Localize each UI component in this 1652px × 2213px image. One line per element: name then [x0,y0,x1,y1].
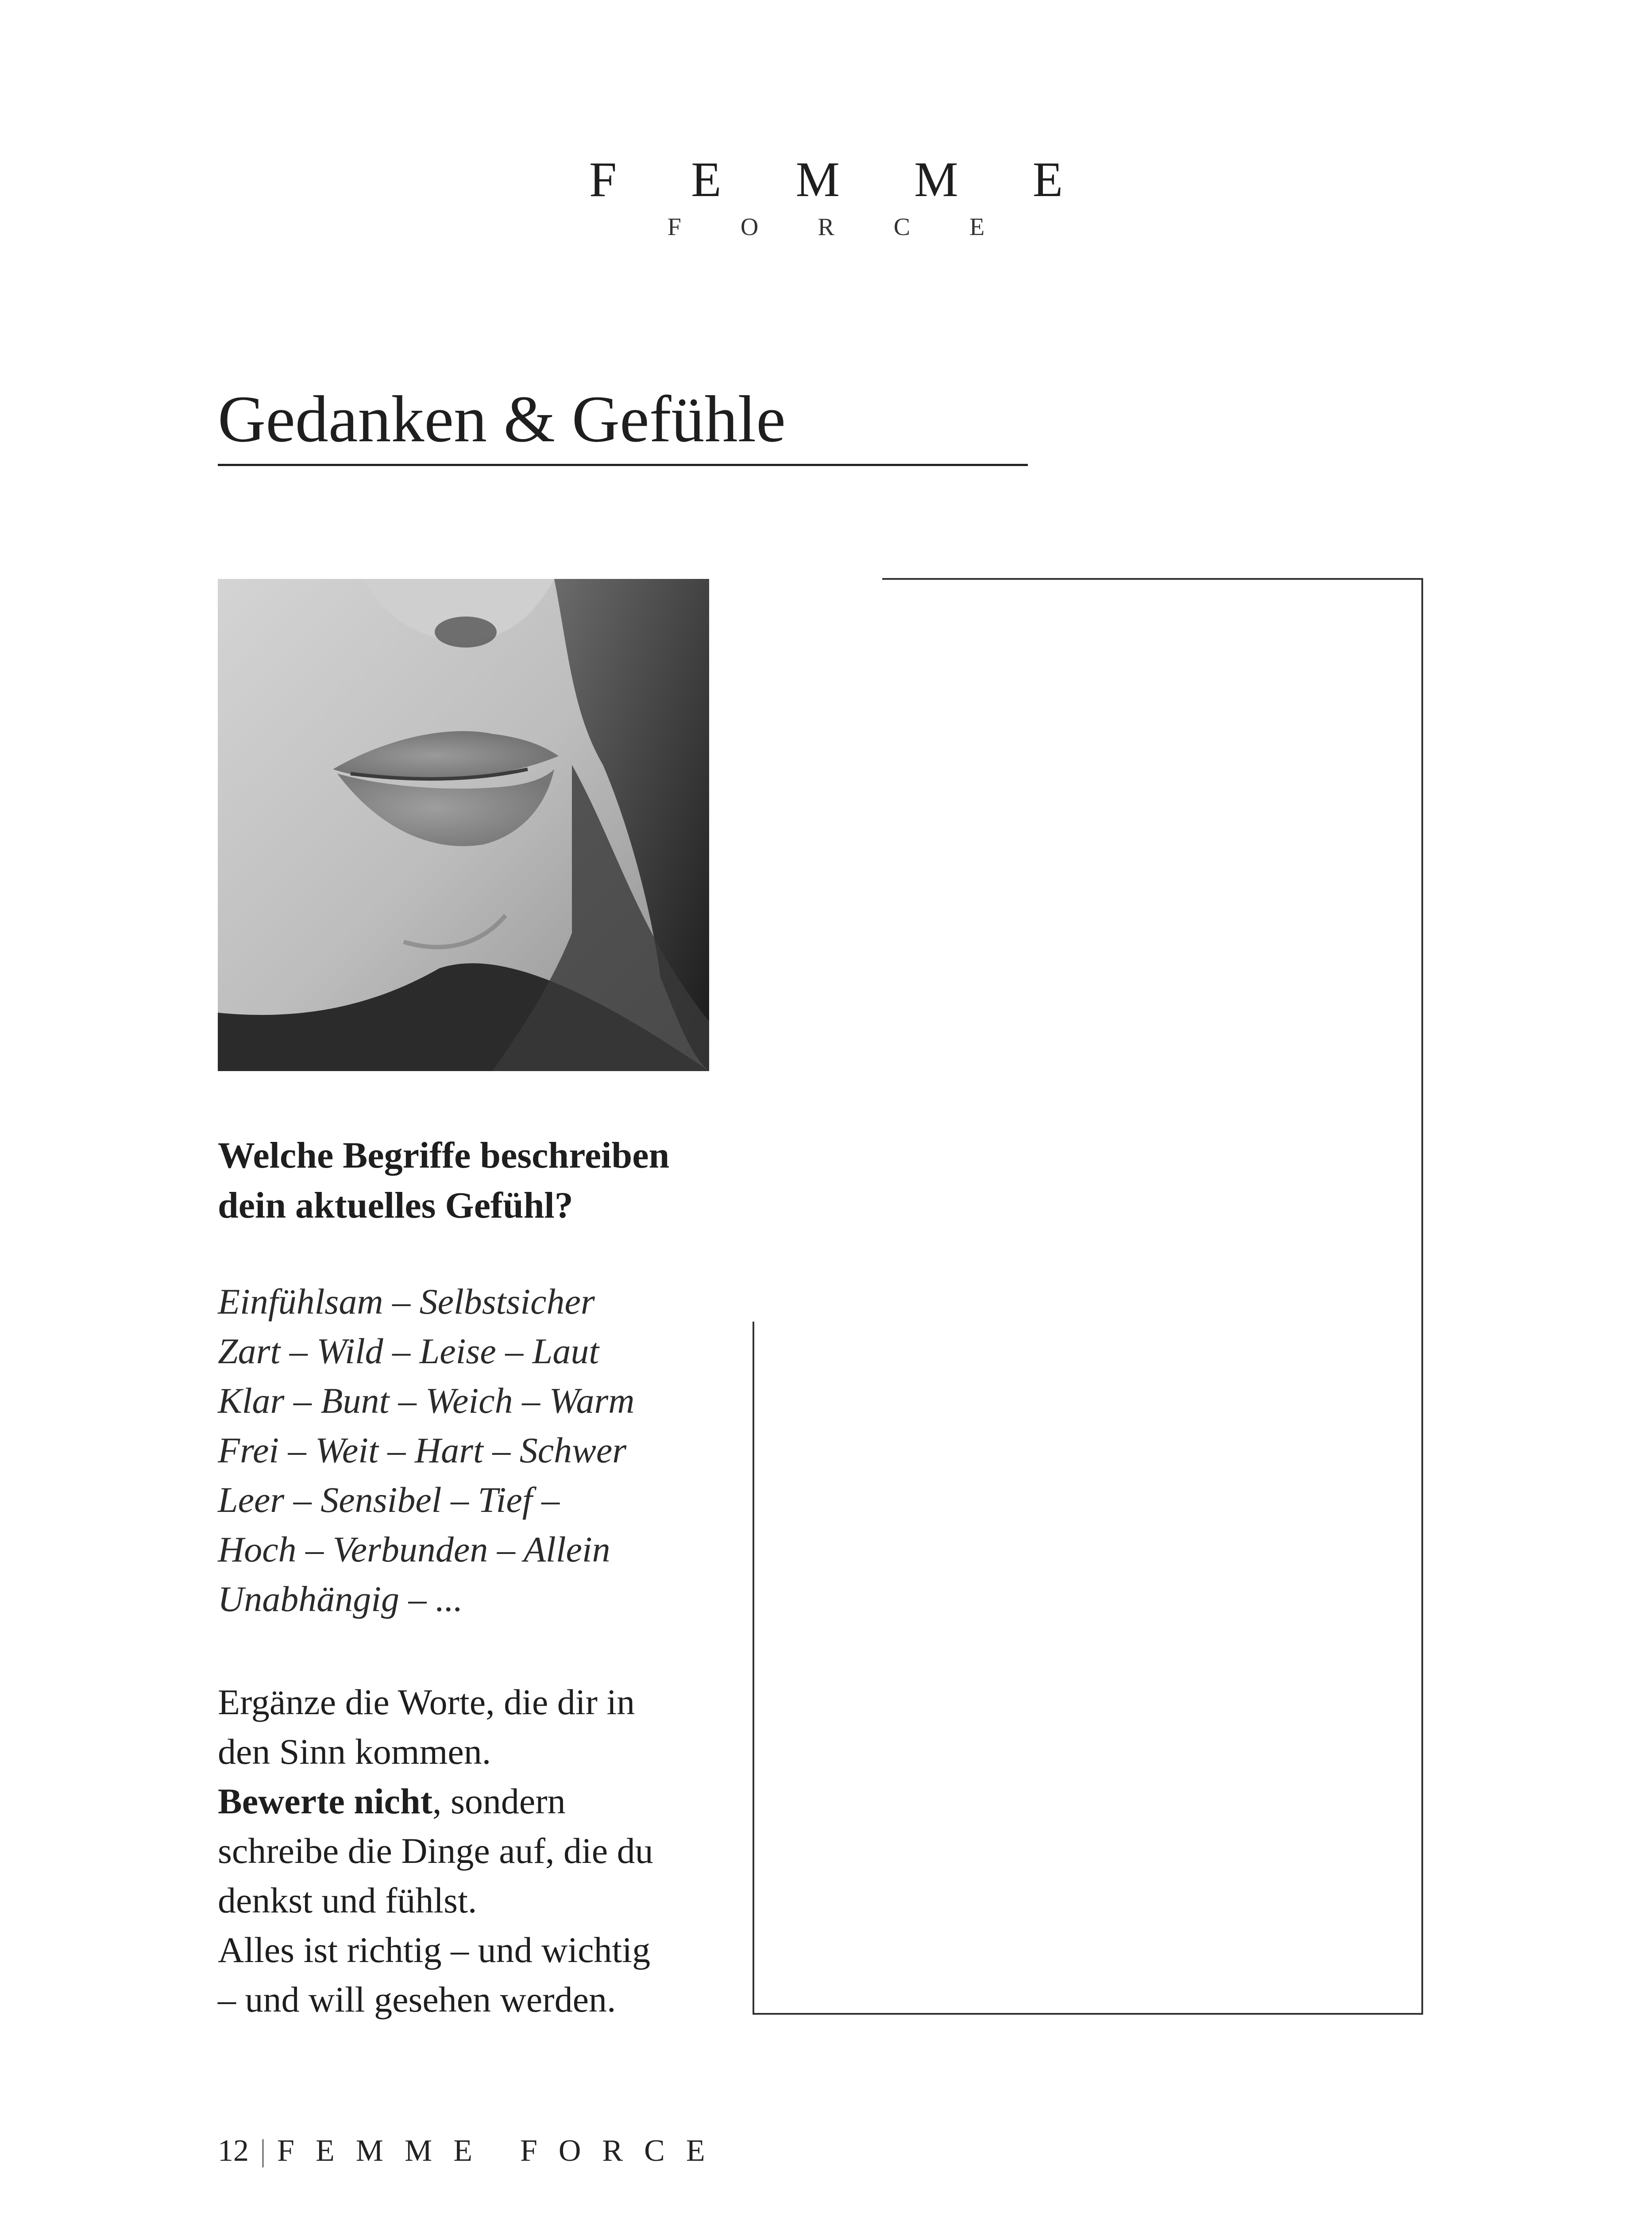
brand-logo-force: F O R C E [667,213,1011,241]
question-line-1: Welche Begriffe beschreiben [218,1135,670,1176]
frame-top-line [882,578,1423,580]
instruction-line: – und will gesehen werden. [218,1979,616,2020]
word-line: Frei – Weit – Hart – Schwer [218,1430,627,1470]
footer-brand-force: FORCE [520,2134,726,2168]
page-footer [218,2136,726,2167]
word-line: Klar – Bunt – Weich – Warm [218,1380,635,1421]
frame-bottom-line [753,2013,1423,2015]
word-line: Unabhängig – ... [218,1579,463,1619]
word-line: Hoch – Verbunden – Allein [218,1529,610,1569]
footer-separator: | [260,2134,266,2168]
instruction-line: schreibe die Dinge auf, die du [218,1831,653,1871]
question-heading [218,1131,771,1230]
instruction-line: denkst und fühlst. [218,1880,477,1920]
page-number: 12 [218,2134,249,2168]
brand-logo-femme: F E M M E [589,152,1094,207]
instruction-line: Alles ist richtig – und wichtig [218,1930,651,1970]
instruction-line-rest: , sondern [432,1781,566,1821]
word-line: Zart – Wild – Leise – Laut [218,1331,599,1371]
frame-left-line [753,1322,754,2015]
frame-right-line [1421,578,1423,2015]
feeling-word-list [218,1277,771,1624]
page-title: Gedanken & Gefühle [218,382,786,456]
footer-brand-femme: FEMME [277,2134,494,2168]
instruction-line [218,1777,767,1826]
title-underline [218,464,1028,466]
question-line-2: dein aktuelles Gefühl? [218,1184,573,1226]
instruction-line: Ergänze die Worte, die dir in [218,1682,635,1722]
instructions-text [218,1677,767,2024]
word-line: Leer – Sensibel – Tief – [218,1480,560,1520]
instruction-emphasis: Bewerte nicht [218,1781,432,1821]
instruction-line: den Sinn kommen. [218,1731,491,1772]
portrait-lips-photo [218,579,709,1071]
word-line: Einfühlsam – Selbstsicher [218,1281,595,1322]
